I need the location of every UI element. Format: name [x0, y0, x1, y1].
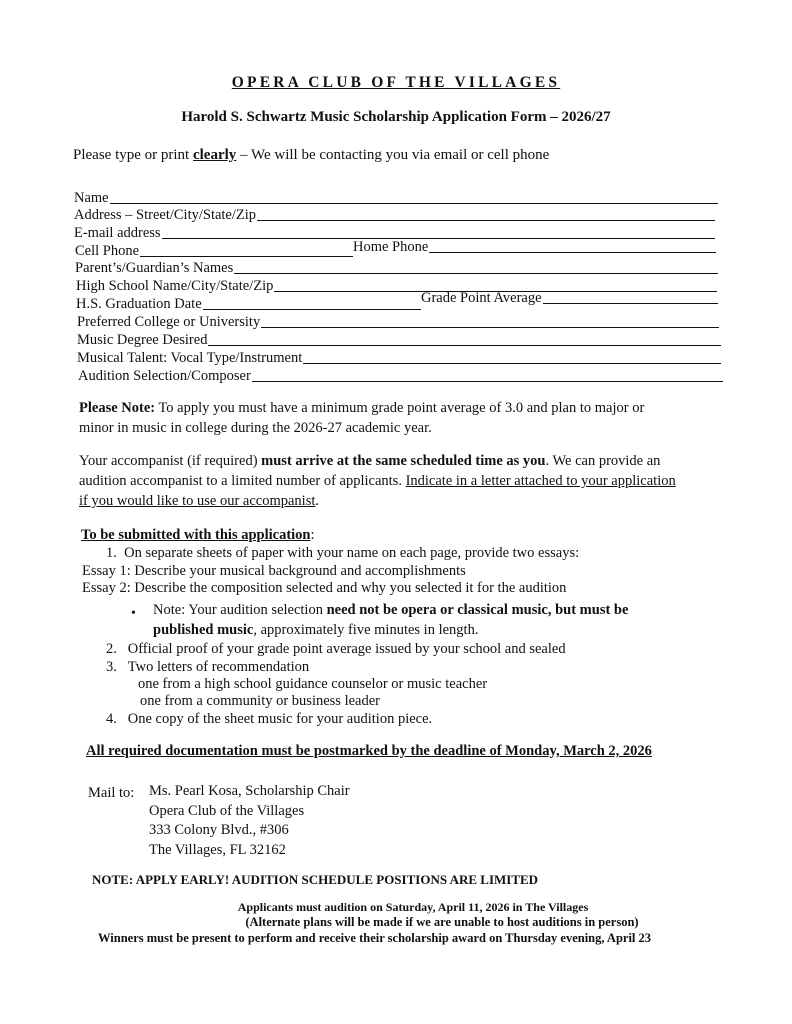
home-phone-line[interactable]: [429, 239, 716, 253]
recommendation-1: one from a high school guidance counselor or music teacher: [138, 676, 488, 692]
name-line[interactable]: [110, 190, 718, 204]
parents-field[interactable]: [75, 259, 718, 277]
mail-to-label: Mail to:: [88, 785, 135, 801]
email-line[interactable]: [162, 225, 715, 239]
home-phone-label: Home Phone: [353, 239, 429, 255]
degree-line[interactable]: [208, 332, 721, 346]
audition-selection-line[interactable]: [252, 368, 723, 382]
graduation-date-label: H.S. Graduation Date: [76, 296, 202, 312]
gpa-requirement-note: Please Note: To apply you must have a minimum grade point average of 3.0 and plan to major or minor in music in college during the 2026-27 academic year.: [79, 400, 645, 436]
mail-city: The Villages, FL 32162: [149, 841, 286, 858]
essay-1: Essay 1: Describe your musical background and accomplishments: [82, 563, 466, 579]
bullet-icon: •: [131, 606, 136, 621]
please-note-label: Please Note:: [79, 400, 156, 416]
mail-organization: Opera Club of the Villages: [149, 802, 305, 819]
name-label: Name: [74, 190, 109, 206]
parents-label: Parent’s/Guardian’s Names: [75, 260, 234, 276]
intro-instruction: Please type or print clearly – We will be contacting you via email or cell phone: [73, 147, 550, 163]
cell-phone-label: Cell Phone: [75, 243, 140, 259]
address-field[interactable]: [74, 206, 715, 224]
high-school-label: High School Name/City/State/Zip: [76, 278, 274, 294]
apply-early-notice: NOTE: APPLY EARLY! AUDITION SCHEDULE POSITIONS ARE LIMITED: [92, 872, 539, 887]
mailing-address: [149, 782, 350, 860]
degree-label: Music Degree Desired: [77, 332, 208, 348]
graduation-date-line[interactable]: [203, 296, 421, 310]
audition-selection-label: Audition Selection/Composer: [78, 368, 251, 384]
address-line[interactable]: [257, 207, 715, 221]
submission-heading: To be submitted with this application:: [81, 527, 315, 543]
mail-recipient: Ms. Pearl Kosa, Scholarship Chair: [149, 783, 350, 799]
list-item-gpa-proof: 2. Official proof of your grade point average issued by your school and sealed: [106, 641, 566, 657]
page-title: OPERA CLUB OF THE VILLAGES: [231, 74, 561, 91]
gpa-field[interactable]: [421, 289, 718, 307]
audition-selection-note: Note: Your audition selection need not be opera or classical music, but must be published music, approximately five minutes in length.: [153, 602, 629, 638]
musical-talent-label: Musical Talent: Vocal Type/Instrument: [77, 350, 303, 366]
gpa-line[interactable]: [543, 290, 718, 304]
graduation-date-field[interactable]: [76, 295, 421, 313]
alternate-plans: (Alternate plans will be made if we are unable to host auditions in person): [245, 915, 639, 929]
list-item-essays: 1. On separate sheets of paper with your name on each page, provide two essays:: [106, 545, 580, 561]
cell-phone-line[interactable]: [140, 243, 353, 257]
parents-line[interactable]: [234, 260, 718, 274]
list-item-sheet-music: 4. One copy of the sheet music for your audition piece.: [106, 711, 433, 727]
mail-street: 333 Colony Blvd., #306: [149, 822, 289, 838]
college-field[interactable]: [77, 313, 719, 331]
audition-selection-field[interactable]: [78, 367, 723, 385]
winners-notice: Winners must be present to perform and receive their scholarship award on Thursday evening, April 23: [98, 931, 652, 945]
college-line[interactable]: [261, 314, 719, 328]
essay-2: Essay 2: Describe the composition selected and why you selected it for the audition: [82, 580, 567, 596]
address-label: Address – Street/City/State/Zip: [74, 207, 257, 223]
musical-talent-field[interactable]: [77, 349, 721, 367]
form-subtitle: Harold S. Schwartz Music Scholarship Application Form – 2026/27: [181, 109, 611, 125]
degree-field[interactable]: [77, 331, 721, 349]
list-item-recommendations: 3. Two letters of recommendation: [106, 659, 310, 675]
clearly-emphasis: clearly: [192, 147, 237, 163]
musical-talent-line[interactable]: [303, 350, 721, 364]
name-field[interactable]: [74, 189, 718, 207]
college-label: Preferred College or University: [77, 314, 261, 330]
recommendation-2: one from a community or business leader: [140, 693, 380, 709]
home-phone-field[interactable]: [353, 238, 716, 256]
email-label: E-mail address: [74, 225, 161, 241]
audition-date: Applicants must audition on Saturday, April 11, 2026 in The Villages: [237, 900, 589, 914]
deadline-notice: All required documentation must be postmarked by the deadline of Monday, March 2, 2026: [86, 743, 652, 759]
accompanist-paragraph: Your accompanist (if required) must arrive at the same scheduled time as you. We can provide an audition accompanist to a limited number of applicants. Indicate in a letter attached to your application if you would like to use our accompanist.: [79, 453, 676, 509]
gpa-label: Grade Point Average: [421, 290, 542, 306]
cell-phone-field[interactable]: [75, 242, 353, 260]
